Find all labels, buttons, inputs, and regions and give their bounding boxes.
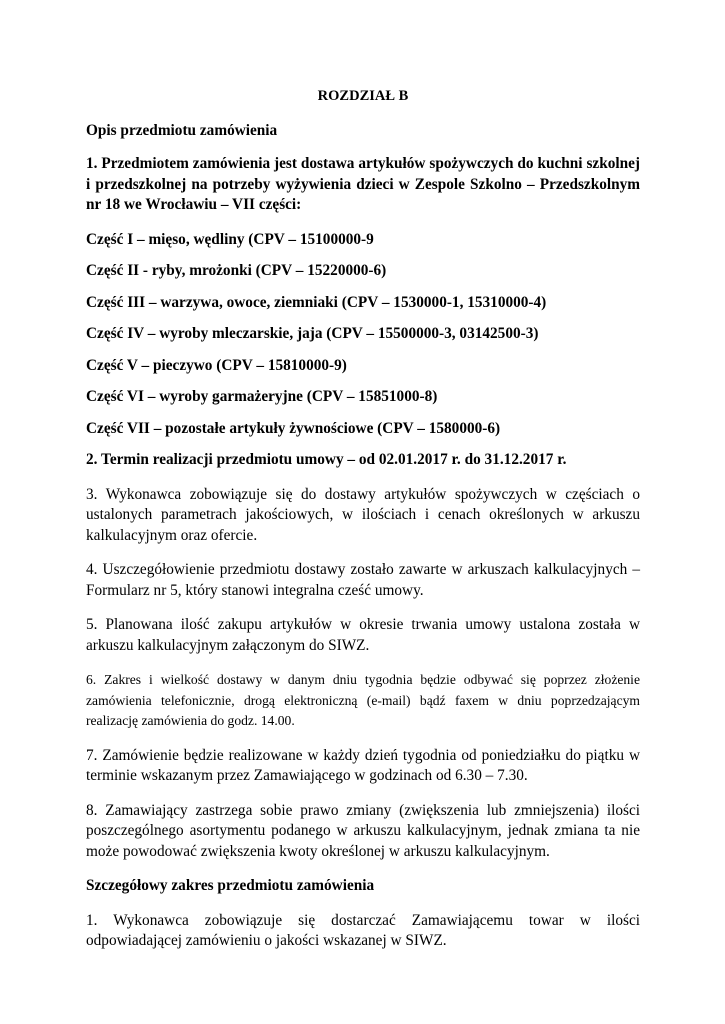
part-5: Część V – pieczywo (CPV – 15810000-9) bbox=[86, 356, 347, 374]
item-7: 7. Zamówienie będzie realizowane w każdy dzień tygodnia od poniedziałku do piątku w terminie wskazanym przez Zamawiającego w godzinach od 6.30 – 7.30. bbox=[86, 746, 640, 784]
part-1: Część I – mięso, wędliny (CPV – 15100000-9 bbox=[86, 230, 374, 248]
document-page bbox=[86, 80, 640, 952]
part-4: Część IV – wyroby mleczarskie, jaja (CPV – 15500000-3, 03142500-3) bbox=[86, 325, 539, 342]
part-2: Część II - ryby, mrożonki (CPV – 15220000-6) bbox=[86, 262, 387, 279]
part-7: Część VII – pozostałe artykuły żywnościowe (CPV – 1580000-6) bbox=[86, 419, 501, 437]
item-3: 3. Wykonawca zobowiązuje się do dostawy artykułów spożywczych w częściach o ustalonych parametrach jakościowych, w ilościach i cenach określonych w arkuszu kalkulacyjnym oraz ofercie. bbox=[86, 485, 640, 544]
item-6: 6. Zakres i wielkość dostawy w danym dniu tygodnia będzie odbywać się poprzez złożenie zamówienia telefonicznie, drogą elektroniczną (e-mail) bądź faxem w dniu poprzedzającym realizację zamówienia do godz. 14.00. bbox=[86, 672, 640, 728]
item-1-intro: 1. Przedmiotem zamówienia jest dostawa artykułów spożywczych do kuchni szkolnej i przedszkolnej na potrzeby wyżywienia dzieci w Zespole Szkolno – Przedszkolnym nr 18 we Wrocławiu – VII części: bbox=[86, 155, 640, 213]
item-4: 4. Uszczegółowienie przedmiotu dostawy zostało zawarte w arkuszach kalkulacyjnych – Formularz nr 5, który stanowi integralna cześć umowy. bbox=[86, 561, 640, 599]
item-5: 5. Planowana ilość zakupu artykułów w okresie trwania umowy ustalona została w arkuszu kalkulacyjnym załączonym do SIWZ. bbox=[86, 616, 640, 654]
section-title: ROZDZIAŁ B bbox=[317, 88, 409, 104]
detail-heading: Szczegółowy zakres przedmiotu zamówienia bbox=[86, 877, 375, 894]
part-6: Część VI – wyroby garmażeryjne (CPV – 15851000-8) bbox=[86, 388, 438, 405]
item-8: 8. Zamawiający zastrzega sobie prawo zmiany (zwiększenia lub zmniejszenia) ilości poszczególnego asortymentu podanego w arkuszu kalkulacyjnym, jednak zmiana ta nie może powodować zwiększenia kwoty określonej w arkuszu kalkulacyjnym. bbox=[86, 801, 640, 860]
subject-heading: Opis przedmiotu zamówienia bbox=[86, 121, 278, 139]
detail-item-1: 1. Wykonawca zobowiązuje się dostarczać Zamawiającemu towar w ilości odpowiadającej zamówieniu o jakości wskazanej w SIWZ. bbox=[86, 911, 640, 949]
item-2: 2. Termin realizacji przedmiotu umowy – od 02.01.2017 r. do 31.12.2017 r. bbox=[86, 451, 567, 468]
part-3: Część III – warzywa, owoce, ziemniaki (CPV – 1530000-1, 15310000-4) bbox=[86, 293, 547, 311]
